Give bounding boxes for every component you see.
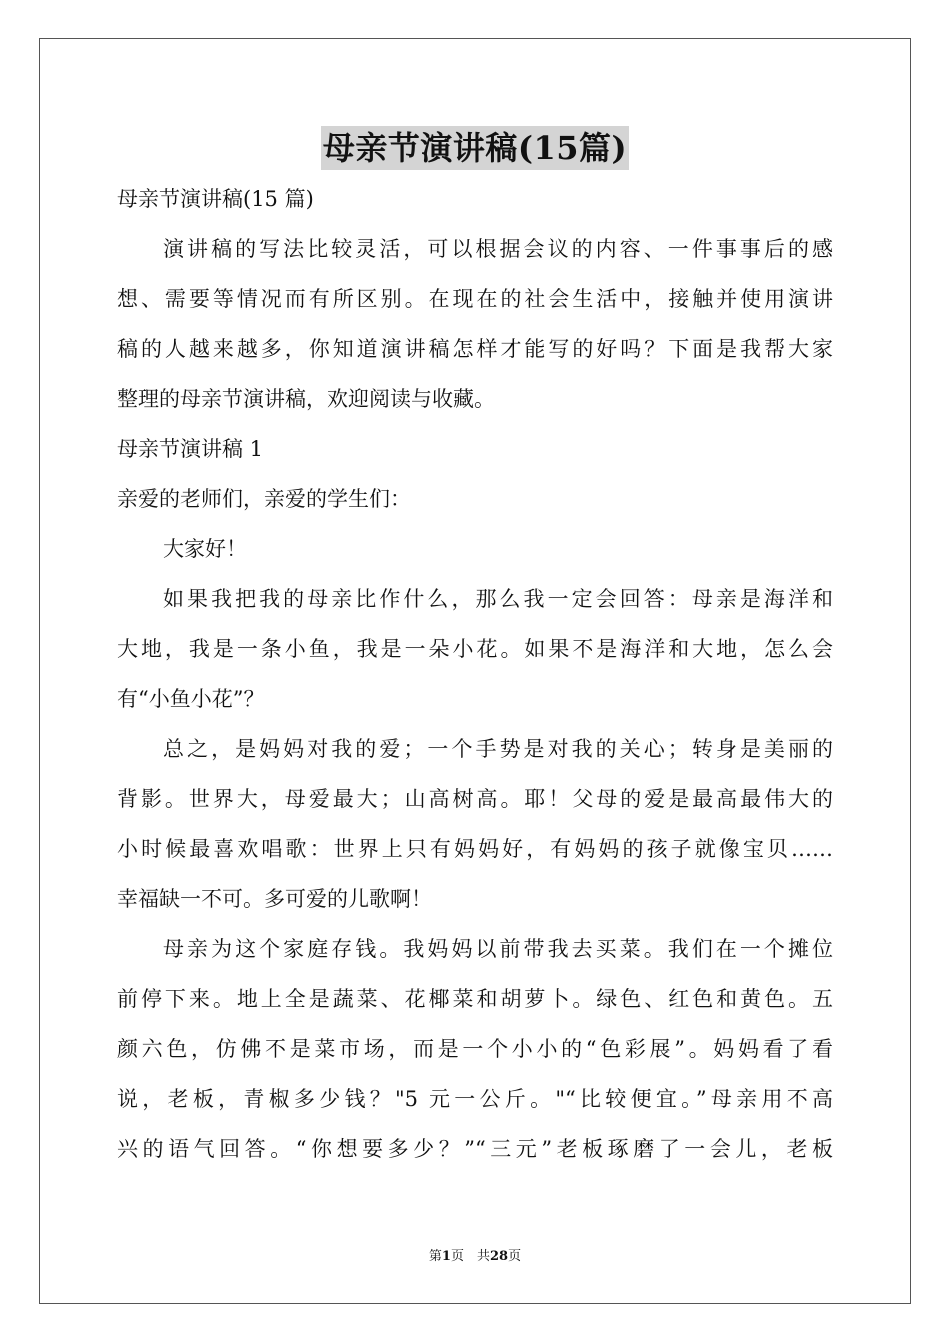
text-line: 小时候最喜欢唱歌：世界上只有妈妈好，有妈妈的孩子就像宝贝……: [117, 837, 833, 861]
document-body: [117, 174, 833, 1174]
text-line: 幸福缺一不可。多可爱的儿歌啊！: [117, 887, 432, 911]
text-line: 大家好！: [163, 537, 247, 561]
text-line: 想、需要等情况而有所区别。在现在的社会生活中，接触并使用演讲: [117, 287, 833, 311]
document-title-wrap: [0, 126, 950, 170]
text-line: 母亲为这个家庭存钱。我妈妈以前带我去买菜。我们在一个摊位: [163, 937, 833, 961]
text-line: 说，老板，青椒多少钱？"5 元一公斤。"“比较便宜。”母亲用不高: [117, 1087, 833, 1111]
text-line: 兴的语气回答。“你想要多少？”“三元”老板琢磨了一会儿，老板: [117, 1137, 833, 1161]
footer-page-number: 1: [441, 1249, 451, 1264]
text-line: 母亲节演讲稿 1: [117, 437, 264, 461]
text-line: 整理的母亲节演讲稿，欢迎阅读与收藏。: [117, 387, 495, 411]
footer-prefix: 第: [428, 1249, 442, 1264]
text-line: 有“小鱼小花”？: [117, 687, 265, 711]
text-line: 总之，是妈妈对我的爱；一个手势是对我的关心；转身是美丽的: [163, 737, 833, 761]
text-line: 前停下来。地上全是蔬菜、花椰菜和胡萝卜。绿色、红色和黄色。五: [117, 987, 833, 1011]
text-line: 大地，我是一条小鱼，我是一朵小花。如果不是海洋和大地，怎么会: [117, 637, 833, 661]
text-line: 颜六色，仿佛不是菜市场，而是一个小小的“色彩展”。妈妈看了看: [117, 1037, 833, 1061]
text-line: 亲爱的老师们，亲爱的学生们：: [117, 487, 411, 511]
page-footer: [0, 1248, 950, 1266]
document-title: 母亲节演讲稿(15篇): [321, 126, 629, 170]
footer-middle: 页 共: [450, 1249, 490, 1264]
text-line: 如果我把我的母亲比作什么，那么我一定会回答：母亲是海洋和: [163, 587, 833, 611]
text-line: 演讲稿的写法比较灵活，可以根据会议的内容、一件事事后的感: [163, 237, 833, 261]
text-line: 稿的人越来越多，你知道演讲稿怎样才能写的好吗？下面是我帮大家: [117, 337, 833, 361]
text-line: 背影。世界大，母爱最大；山高树高。耶！父母的爱是最高最伟大的: [117, 787, 833, 811]
footer-total-pages: 28: [489, 1249, 509, 1264]
footer-suffix: 页: [508, 1249, 522, 1264]
text-line: 母亲节演讲稿(15 篇): [117, 187, 314, 211]
